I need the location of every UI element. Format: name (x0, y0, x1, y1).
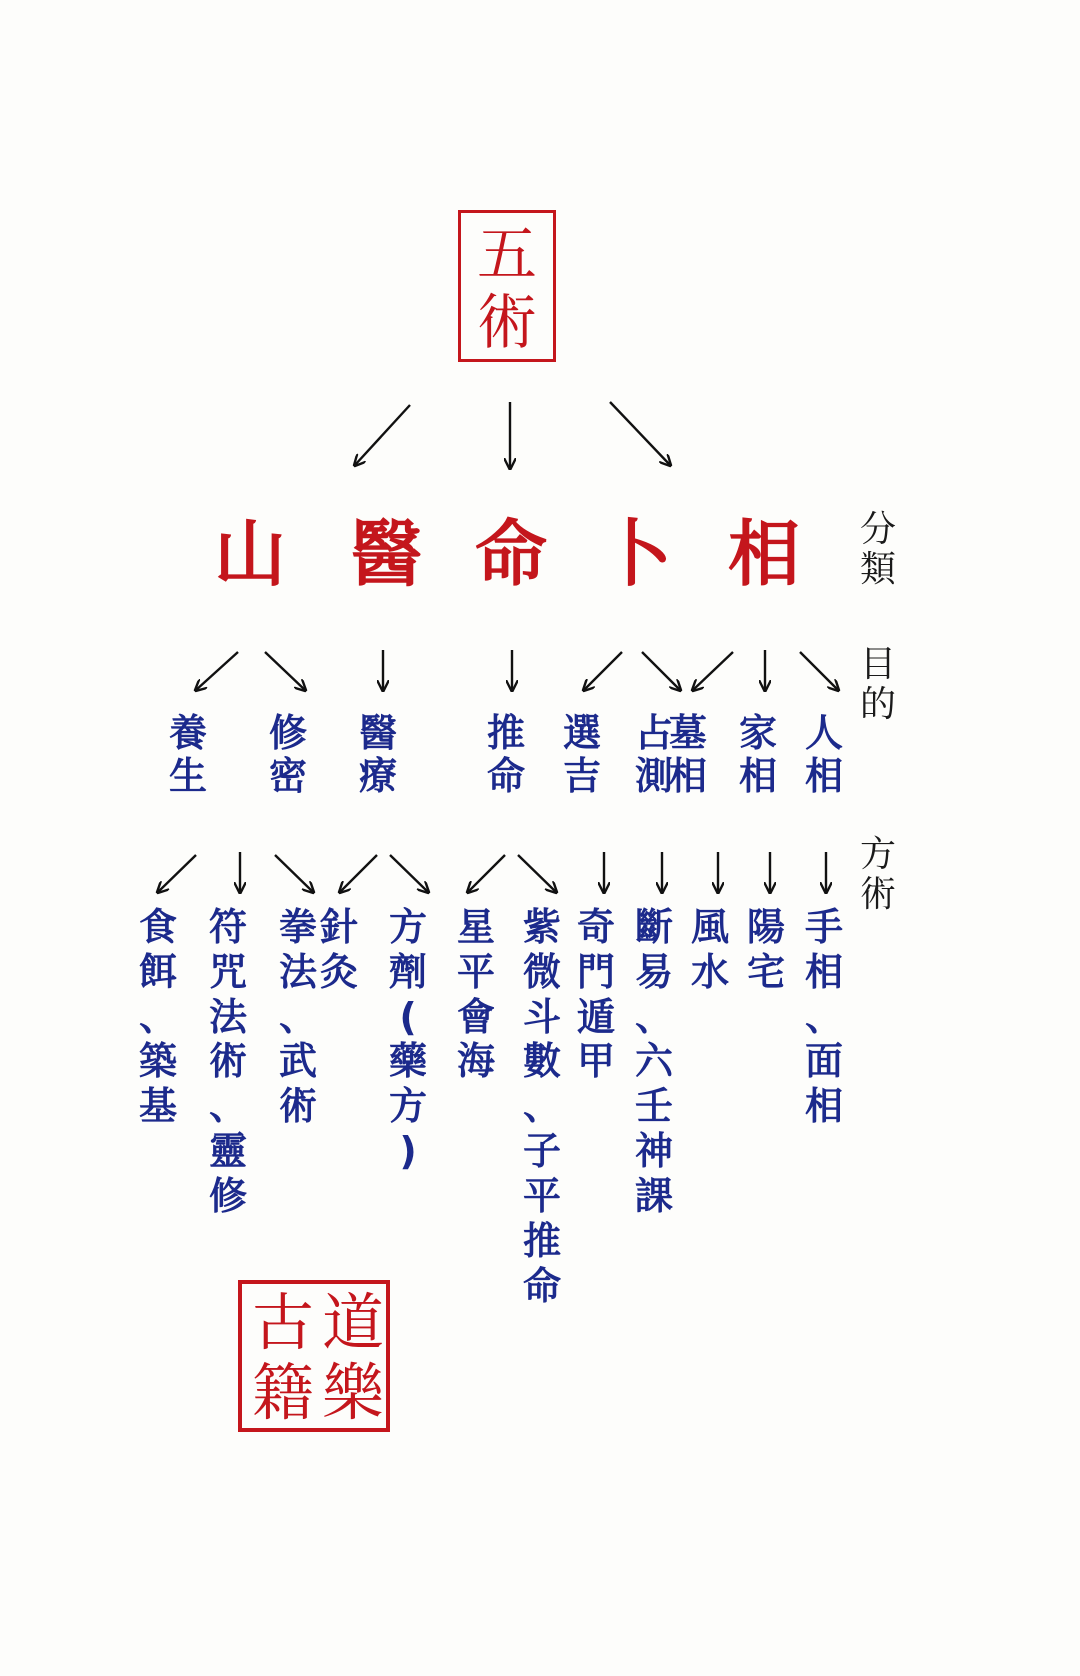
arrow-root-left (355, 405, 410, 465)
seal-char-2: 樂 (322, 1356, 385, 1429)
purpose-item: 占 測 (634, 711, 673, 798)
method-item: 風 水 (690, 905, 729, 994)
label-purpose: 目 的 (859, 644, 896, 726)
purpose-item: 人 相 (804, 711, 843, 798)
method-item: 手 相 、 面 相 (804, 905, 843, 1129)
root-char-2: 術 (477, 288, 537, 358)
arrow-yiliao-fangji (390, 855, 428, 892)
method-item: 符 咒 法 術 、 靈 修 (208, 905, 247, 1218)
purpose-item: 醫 療 (358, 711, 397, 798)
category-yi: 醫 (350, 512, 423, 596)
arrow-yangsheng-shier (158, 855, 196, 892)
seal-char-4: 籍 (252, 1356, 315, 1429)
method-item: 星 平 會 海 (456, 905, 495, 1084)
arrow-bu-zhance (642, 652, 680, 690)
root-char-1: 五 (477, 220, 537, 290)
category-ming: 命 (475, 512, 548, 596)
arrow-shan-yangsheng (196, 652, 238, 690)
seal-char-3: 古 (252, 1286, 315, 1359)
arrow-tuiming-ziwei (518, 855, 556, 892)
arrow-xiang-muxiang (693, 652, 733, 690)
arrow-shan-xiumi (265, 652, 305, 690)
seal-char-1: 道 (322, 1286, 385, 1359)
red-seal-stamp (238, 1280, 390, 1432)
root-box (458, 210, 556, 362)
purpose-item: 墓 相 (668, 711, 707, 798)
purpose-item: 家 相 (738, 711, 777, 798)
arrow-tuiming-xingping (468, 855, 505, 892)
arrow-xiumi-quanfa (275, 855, 313, 892)
purpose-item: 養 生 (168, 711, 207, 798)
arrow-yiliao-zhenjiu (340, 855, 377, 892)
method-item: 方 劑 ( 藥 方 ) (388, 905, 427, 1174)
purpose-item: 推 命 (486, 711, 525, 798)
method-item: 紫 微 斗 數 、 子 平 推 命 (522, 905, 561, 1308)
label-classify: 分 類 (859, 509, 896, 591)
method-item: 斷 易 、 六 壬 神 課 (634, 905, 673, 1218)
method-item: 奇 門 遁 甲 (576, 905, 615, 1084)
method-item: 拳 法 、 武 術 (278, 905, 317, 1129)
arrow-xiang-renxiang (800, 652, 838, 690)
method-item: 陽 宅 (746, 905, 785, 994)
category-shan: 山 (214, 512, 287, 596)
method-item: 針 灸 (319, 905, 358, 994)
category-bu: 卜 (600, 512, 673, 596)
arrow-root-right (610, 402, 670, 465)
arrow-bu-xuanji (584, 652, 622, 690)
method-item: 食 餌 、 築 基 (138, 905, 177, 1129)
purpose-item: 選 吉 (562, 711, 601, 798)
purpose-item: 修 密 (268, 711, 307, 798)
category-xiang: 相 (728, 512, 801, 596)
label-method: 方 術 (859, 834, 896, 916)
